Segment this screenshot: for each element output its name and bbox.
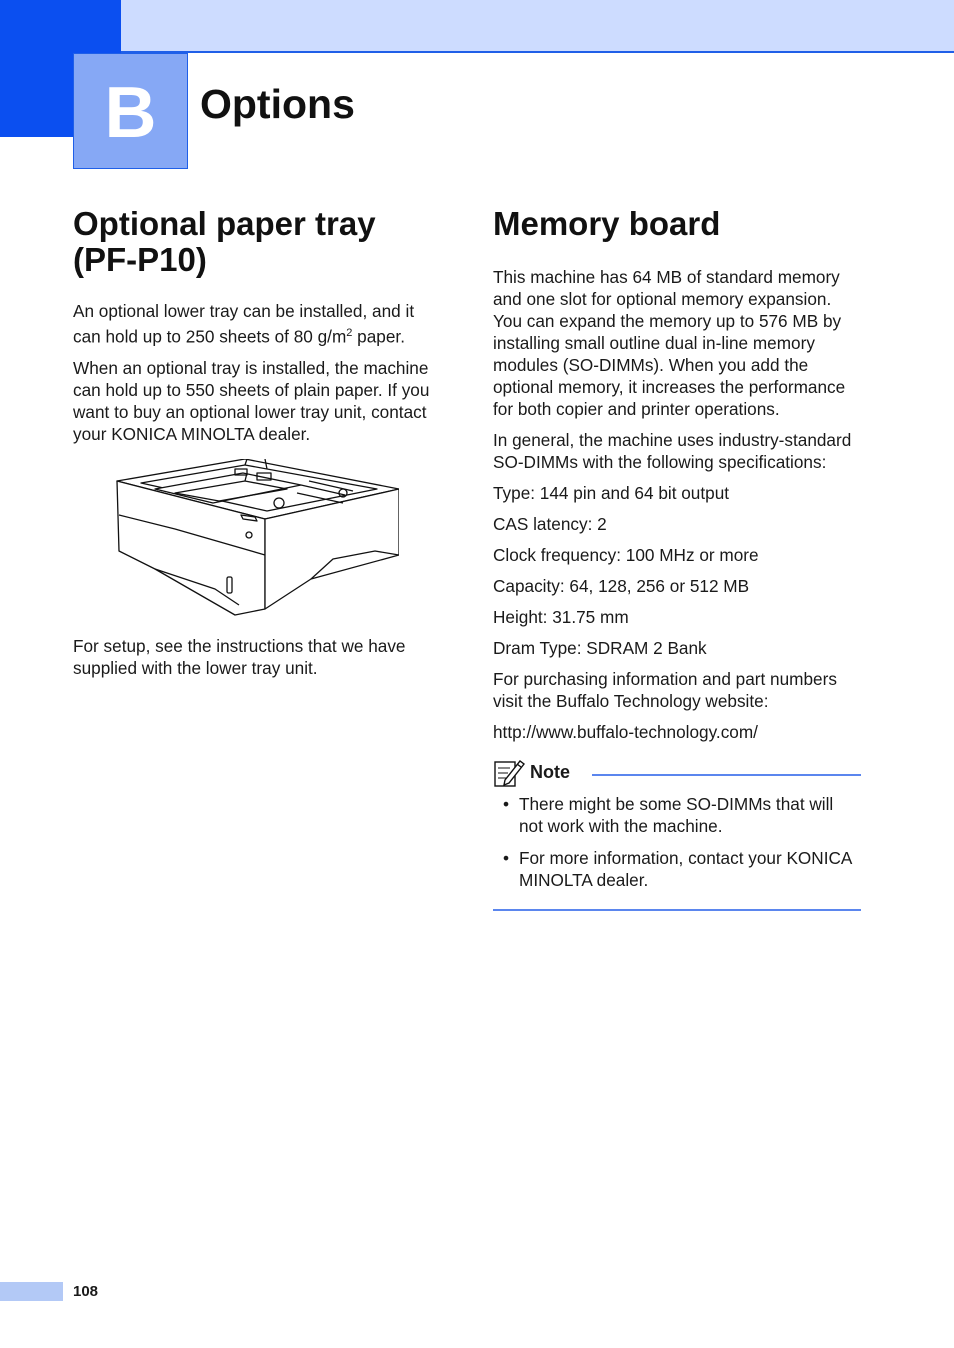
spec-cas-latency: CAS latency: 2 <box>493 514 607 534</box>
paper-tray-capacity: When an optional tray is installed, the machine can hold up to 550 sheets of plain paper. If you want to buy an optional lower tray unit, contact your KONICA MINOLTA dealer. <box>73 357 430 444</box>
page-number: 108 <box>73 1283 99 1300</box>
memory-intro: This machine has 64 MB of standard memory and one slot for optional memory expansion. You can expand the memory up to 576 MB by installing small outline dual in-line memory modules (SO-DIMMs). When you add the optional memory, it increases the performance for both copier and printer operations. <box>493 267 846 419</box>
paper-tray-intro: An optional lower tray can be installed, and it can hold up to 250 sheets of 80 $g/m^2$ paper. <box>73 301 415 347</box>
note-item: • For more information, contact your KONICA MINOLTA dealer. <box>493 847 861 891</box>
chapter-letter: B <box>104 73 157 153</box>
note-label: Note <box>530 761 570 782</box>
spec-type: Type: 144 pin and 64 bit output <box>493 483 730 503</box>
spec-clock-frequency: Clock frequency: 100 MHz or more <box>493 545 759 565</box>
paper-tray-setup: For setup, see the instructions that we have supplied with the lower tray unit. <box>73 635 406 678</box>
note-header <box>493 755 861 789</box>
note-list <box>493 793 861 911</box>
paper-tray-illustration <box>115 459 399 623</box>
spec-dram-type: Dram Type: SDRAM 2 Bank <box>493 638 707 658</box>
buffalo-url: http://www.buffalo-technology.com/ <box>493 722 758 742</box>
paper-tray-heading: Optional paper tray (PF-P10) <box>73 205 376 278</box>
left-column <box>73 206 445 688</box>
right-column <box>493 206 861 911</box>
footer-tab <box>0 1282 63 1301</box>
chapter-letter-box <box>73 53 188 169</box>
note-pencil-icon <box>493 756 525 788</box>
memory-board-heading: Memory board <box>493 205 721 242</box>
memory-general: In general, the machine uses industry-standard SO-DIMMs with the following specifications: <box>493 430 852 472</box>
note-item: • There might be some SO-DIMMs that will not work with the machine. <box>493 793 861 837</box>
spec-capacity: Capacity: 64, 128, 256 or 512 MB <box>493 576 750 596</box>
spec-height: Height: 31.75 mm <box>493 607 629 627</box>
note-top-rule <box>592 774 861 776</box>
purchase-info: For purchasing information and part numbers visit the Buffalo Technology website: <box>493 669 837 711</box>
chapter-title: Options <box>200 81 355 127</box>
header-band <box>121 0 954 53</box>
